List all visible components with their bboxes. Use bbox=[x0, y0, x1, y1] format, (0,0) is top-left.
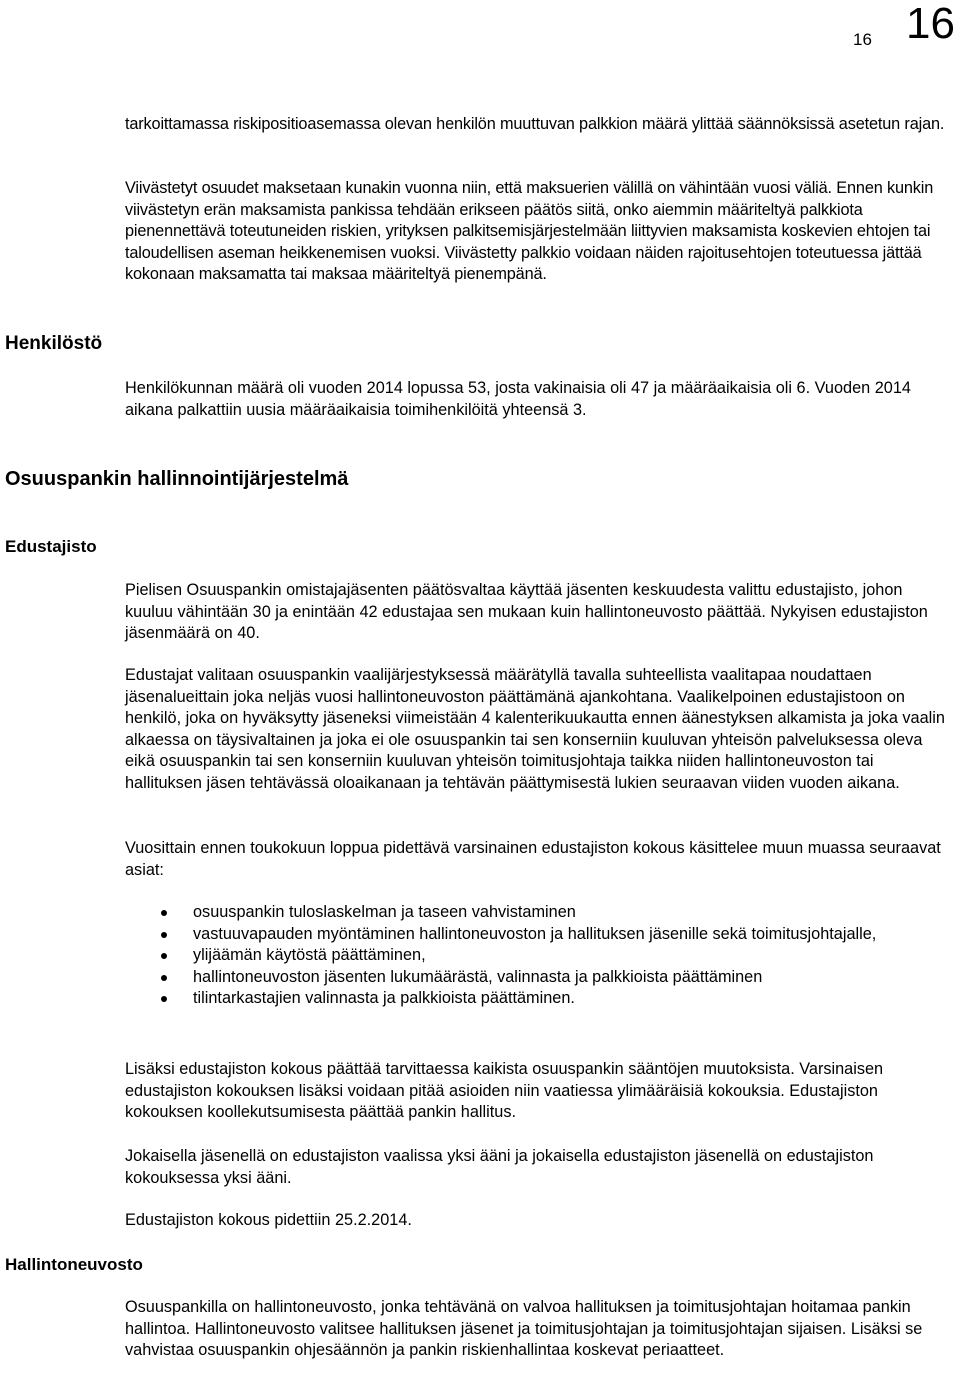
edustajisto-paragraph-4: Lisäksi edustajiston kokous päättää tarvittaessa kaikista osuuspankin sääntöjen muutoksista. Varsinaisen edustajiston kokouksen lisäksi voidaan pitää asioiden niin vaatiessa ylimääräisiä kokouksia. Edustajiston kokouksen koollekutsumisesta päättää pankin hallitus. bbox=[125, 1060, 884, 1121]
list-item-text: osuuspankin tuloslaskelman ja taseen vahvistaminen bbox=[193, 903, 576, 921]
edustajisto-paragraph-6: Edustajiston kokous pidettiin 25.2.2014. bbox=[125, 1211, 412, 1229]
bullet-icon bbox=[161, 953, 167, 959]
list-item bbox=[125, 967, 925, 989]
page-number-large: 16 bbox=[906, 0, 955, 48]
agenda-list bbox=[125, 902, 925, 1010]
intro-paragraph-1: tarkoittamassa riskipositioasemassa olevan henkilön muuttuvan palkkion määrä ylittää säännöksissä asetetun rajan. bbox=[125, 115, 945, 133]
henkilosto-paragraph: Henkilökunnan määrä oli vuoden 2014 lopussa 53, josta vakinaisia oli 47 ja määräaikaisia oli 6. Vuoden 2014 aikana palkattiin uusia määräaikaisia toimihenkilöitä yhteensä 3. bbox=[125, 379, 911, 419]
edustajisto-paragraph-1: Pielisen Osuuspankin omistajajäsenten päätösvaltaa käyttää jäsenten keskuudesta valittu edustajisto, johon kuuluu vähintään 30 ja enintään 42 edustajaa sen mukaan kuin hallintoneuvosto päättää. Nykyisen edustajiston jäsenmäärä on 40. bbox=[125, 581, 928, 642]
edustajisto-paragraph-3: Vuosittain ennen toukokuun loppua pidettävä varsinainen edustajiston kokous käsittelee muun muassa seuraavat asiat: bbox=[125, 839, 941, 879]
bullet-icon bbox=[161, 932, 167, 938]
edustajisto-heading: Edustajisto bbox=[5, 537, 97, 556]
governance-title: Osuuspankin hallinnointijärjestelmä bbox=[5, 468, 349, 490]
hallintoneuvosto-heading: Hallintoneuvosto bbox=[5, 1255, 143, 1274]
list-item-text: tilintarkastajien valinnasta ja palkkioista päättäminen. bbox=[193, 989, 575, 1007]
list-item-text: ylijäämän käytöstä päättäminen, bbox=[193, 946, 426, 964]
list-item bbox=[125, 945, 925, 967]
bullet-icon bbox=[161, 996, 167, 1002]
edustajisto-paragraph-5: Jokaisella jäsenellä on edustajiston vaalissa yksi ääni ja jokaisella edustajiston jäsenellä on edustajiston kokouksessa yksi ääni. bbox=[125, 1147, 874, 1187]
edustajisto-paragraph-2: Edustajat valitaan osuuspankin vaalijärjestyksessä määrätyllä tavalla suhteellista vaalitapaa noudattaen jäsenalueittain joka neljäs vuosi hallintoneuvoston päättämänä ajankohtana. Vaalikelpoinen edustajistoon on henkilö, joka on hyväksytty jäseneksi viimeistään 4 kalenterikuukautta ennen äänestyksen alkamista ja joka vaalin alkaessa on täysivaltainen ja joka ei ole osuuspankin tai sen konserniin kuuluvan yhteisön palveluksessa oleva eikä osuuspankin tai sen konserniin kuuluvan yhteisön toimitusjohtaja taikka niiden hallintoneuvoston tai hallituksen jäsen tehtävässä oloaikanaan ja tehtävän päättymisestä lukien seuraavan viiden vuoden aikana. bbox=[125, 666, 945, 792]
list-item bbox=[125, 902, 925, 924]
list-item bbox=[125, 988, 925, 1010]
list-item-text: vastuuvapauden myöntäminen hallintoneuvoston ja hallituksen jäsenille sekä toimitusjohtajalle, bbox=[193, 924, 877, 943]
page-number-small: 16 bbox=[853, 30, 872, 49]
hallintoneuvosto-paragraph: Osuuspankilla on hallintoneuvosto, jonka tehtävänä on valvoa hallituksen ja toimitusjohtajan hoitamaa pankin hallintoa. Hallintoneuvosto valitsee hallituksen jäsenet ja toimitusjohtajan ja toimitusjohtajan sijaisen. Lisäksi se vahvistaa osuuspankin ohjesäännön ja pankin riskienhallintaa koskevat periaatteet. bbox=[125, 1298, 923, 1359]
intro-paragraph-2: Viivästetyt osuudet maksetaan kunakin vuonna niin, että maksuerien välillä on vähintään vuosi väliä. Ennen kunkin viivästetyn erän maksamista pankissa tehdään erikseen päätös siitä, onko aiemmin määriteltyä palkkiota pienennettävä toteutuneiden riskien, yrityksen palkitsemisjärjestelmään liittyvien maksamista koskevien ehtojen tai taloudellisen aseman heikkenemisen vuoksi. Viivästetty palkkio voidaan näiden rajoitusehtojen toteutuessa jättää kokonaan maksamatta tai maksaa määriteltyä pienempänä. bbox=[125, 179, 934, 283]
list-item bbox=[125, 924, 925, 946]
henkilosto-heading: Henkilöstö bbox=[5, 333, 103, 354]
bullet-icon bbox=[161, 975, 167, 981]
bullet-icon bbox=[161, 910, 167, 916]
list-item-text: hallintoneuvoston jäsenten lukumäärästä, valinnasta ja palkkioista päättäminen bbox=[193, 967, 763, 986]
